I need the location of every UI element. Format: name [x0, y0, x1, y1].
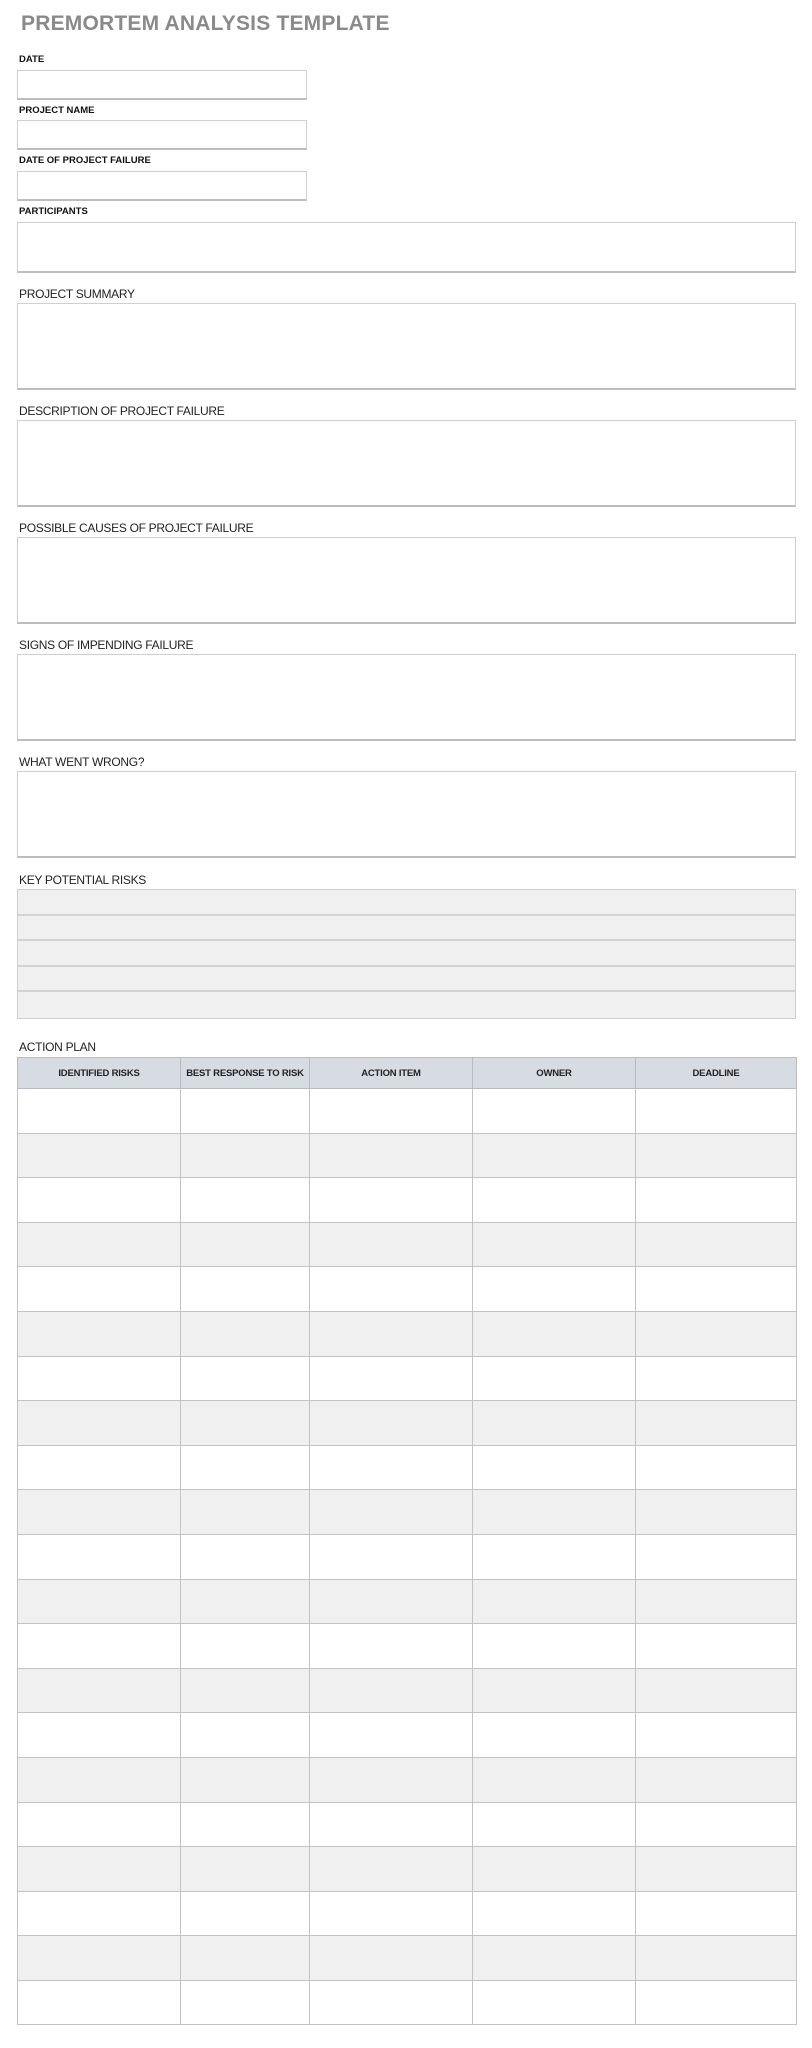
table-row [18, 1178, 797, 1223]
table-cell[interactable] [18, 1267, 181, 1312]
table-cell[interactable] [18, 1311, 181, 1356]
date-of-failure-field[interactable] [17, 171, 307, 201]
table-cell[interactable] [636, 1178, 797, 1223]
table-row [18, 1267, 797, 1312]
table-cell[interactable] [473, 1624, 636, 1669]
table-cell[interactable] [181, 1534, 310, 1579]
table-cell[interactable] [636, 1267, 797, 1312]
table-cell[interactable] [636, 1713, 797, 1758]
table-cell[interactable] [473, 1089, 636, 1134]
description-label: DESCRIPTION OF PROJECT FAILURE [19, 404, 225, 418]
table-cell[interactable] [310, 1668, 473, 1713]
table-row [18, 1133, 797, 1178]
table-cell[interactable] [181, 1668, 310, 1713]
table-cell[interactable] [473, 1757, 636, 1802]
table-row [18, 1802, 797, 1847]
table-cell[interactable] [636, 1401, 797, 1446]
key-risks-list [17, 889, 796, 1019]
table-cell[interactable] [181, 1401, 310, 1446]
table-cell[interactable] [473, 1713, 636, 1758]
table-cell[interactable] [18, 1713, 181, 1758]
key-risk-row[interactable] [18, 967, 795, 993]
table-cell[interactable] [181, 1356, 310, 1401]
table-row [18, 1311, 797, 1356]
table-cell[interactable] [473, 1891, 636, 1936]
table-row [18, 1534, 797, 1579]
table-cell[interactable] [181, 1311, 310, 1356]
table-cell[interactable] [18, 1891, 181, 1936]
key-risk-row[interactable] [18, 890, 795, 916]
table-cell[interactable] [473, 1133, 636, 1178]
table-row [18, 1401, 797, 1446]
participants-field[interactable] [17, 222, 796, 273]
table-cell[interactable] [310, 1847, 473, 1892]
table-cell[interactable] [636, 1980, 797, 2025]
date-field[interactable] [17, 70, 307, 100]
col-action-item: ACTION ITEM [310, 1058, 473, 1089]
table-cell[interactable] [473, 1445, 636, 1490]
table-row [18, 1445, 797, 1490]
project-summary-label: PROJECT SUMMARY [19, 287, 135, 301]
table-row [18, 1847, 797, 1892]
table-header-row [18, 1058, 797, 1089]
table-cell[interactable] [473, 1668, 636, 1713]
table-cell[interactable] [18, 1668, 181, 1713]
table-row [18, 1089, 797, 1134]
table-cell[interactable] [473, 1490, 636, 1535]
table-cell[interactable] [181, 1980, 310, 2025]
table-cell[interactable] [181, 1579, 310, 1624]
table-cell[interactable] [636, 1490, 797, 1535]
table-cell[interactable] [310, 1802, 473, 1847]
project-name-field[interactable] [17, 120, 307, 150]
table-cell[interactable] [181, 1757, 310, 1802]
table-cell[interactable] [636, 1936, 797, 1981]
table-cell[interactable] [636, 1089, 797, 1134]
table-cell[interactable] [310, 1891, 473, 1936]
table-cell[interactable] [181, 1445, 310, 1490]
table-cell[interactable] [473, 1936, 636, 1981]
col-owner: OWNER [473, 1058, 636, 1089]
table-cell[interactable] [18, 1222, 181, 1267]
table-row [18, 1891, 797, 1936]
table-cell[interactable] [181, 1936, 310, 1981]
table-cell[interactable] [473, 1267, 636, 1312]
table-cell[interactable] [181, 1847, 310, 1892]
col-deadline: DEADLINE [636, 1058, 797, 1089]
table-cell[interactable] [310, 1089, 473, 1134]
table-cell[interactable] [181, 1891, 310, 1936]
table-cell[interactable] [473, 1178, 636, 1223]
table-cell[interactable] [310, 1178, 473, 1223]
table-row [18, 1356, 797, 1401]
table-cell[interactable] [473, 1579, 636, 1624]
table-cell[interactable] [636, 1668, 797, 1713]
table-cell[interactable] [310, 1490, 473, 1535]
table-row [18, 1668, 797, 1713]
table-row [18, 1579, 797, 1624]
project-name-label: PROJECT NAME [19, 105, 95, 116]
table-row [18, 1936, 797, 1981]
description-field[interactable] [17, 420, 796, 507]
table-cell[interactable] [636, 1802, 797, 1847]
table-cell[interactable] [181, 1802, 310, 1847]
table-cell[interactable] [18, 1534, 181, 1579]
table-cell[interactable] [310, 1222, 473, 1267]
table-cell[interactable] [636, 1222, 797, 1267]
table-cell[interactable] [310, 1267, 473, 1312]
table-cell[interactable] [18, 1401, 181, 1446]
table-row [18, 1222, 797, 1267]
table-cell[interactable] [18, 1936, 181, 1981]
table-row [18, 1980, 797, 2025]
table-cell[interactable] [636, 1356, 797, 1401]
table-cell[interactable] [473, 1222, 636, 1267]
table-cell[interactable] [181, 1089, 310, 1134]
action-plan-body [18, 1089, 797, 2025]
table-cell[interactable] [636, 1579, 797, 1624]
table-cell[interactable] [310, 1133, 473, 1178]
table-cell[interactable] [636, 1891, 797, 1936]
table-cell[interactable] [181, 1490, 310, 1535]
key-risk-row[interactable] [18, 992, 795, 1018]
table-cell[interactable] [473, 1802, 636, 1847]
table-cell[interactable] [18, 1445, 181, 1490]
table-row [18, 1490, 797, 1535]
what-went-wrong-label: WHAT WENT WRONG? [19, 755, 145, 769]
table-cell[interactable] [18, 1490, 181, 1535]
table-cell[interactable] [181, 1178, 310, 1223]
table-cell[interactable] [18, 1624, 181, 1669]
col-identified-risks: IDENTIFIED RISKS [18, 1058, 181, 1089]
table-cell[interactable] [310, 1936, 473, 1981]
table-cell[interactable] [181, 1624, 310, 1669]
table-cell[interactable] [636, 1445, 797, 1490]
table-cell[interactable] [18, 1579, 181, 1624]
project-summary-field[interactable] [17, 303, 796, 390]
what-went-wrong-field[interactable] [17, 771, 796, 858]
table-cell[interactable] [18, 1356, 181, 1401]
table-cell[interactable] [310, 1757, 473, 1802]
table-cell[interactable] [18, 1847, 181, 1892]
table-row [18, 1757, 797, 1802]
date-label: DATE [19, 54, 45, 65]
table-cell[interactable] [473, 1311, 636, 1356]
table-row [18, 1713, 797, 1758]
table-cell[interactable] [473, 1356, 636, 1401]
table-cell[interactable] [18, 1980, 181, 2025]
table-cell[interactable] [18, 1089, 181, 1134]
participants-label: PARTICIPANTS [19, 206, 88, 217]
table-cell[interactable] [310, 1980, 473, 2025]
table-cell[interactable] [310, 1624, 473, 1669]
table-cell[interactable] [310, 1311, 473, 1356]
table-cell[interactable] [310, 1534, 473, 1579]
table-cell[interactable] [18, 1133, 181, 1178]
table-cell[interactable] [636, 1133, 797, 1178]
page-title: PREMORTEM ANALYSIS TEMPLATE [21, 12, 390, 35]
table-cell[interactable] [181, 1133, 310, 1178]
col-best-response: BEST RESPONSE TO RISK [181, 1058, 310, 1089]
table-cell[interactable] [636, 1757, 797, 1802]
table-cell[interactable] [636, 1847, 797, 1892]
key-risk-row[interactable] [18, 916, 795, 942]
table-cell[interactable] [18, 1802, 181, 1847]
action-plan-table [17, 1057, 797, 2025]
table-cell[interactable] [310, 1445, 473, 1490]
table-cell[interactable] [310, 1401, 473, 1446]
possible-causes-label: POSSIBLE CAUSES OF PROJECT FAILURE [19, 521, 254, 535]
table-cell[interactable] [473, 1980, 636, 2025]
table-cell[interactable] [473, 1847, 636, 1892]
table-cell[interactable] [636, 1534, 797, 1579]
table-cell[interactable] [310, 1713, 473, 1758]
table-cell[interactable] [181, 1222, 310, 1267]
table-cell[interactable] [310, 1356, 473, 1401]
table-cell[interactable] [181, 1267, 310, 1312]
key-risk-row[interactable] [18, 941, 795, 967]
table-cell[interactable] [18, 1757, 181, 1802]
table-cell[interactable] [310, 1579, 473, 1624]
signs-field[interactable] [17, 654, 796, 741]
possible-causes-field[interactable] [17, 537, 796, 624]
action-plan-label: ACTION PLAN [19, 1040, 96, 1054]
table-cell[interactable] [473, 1401, 636, 1446]
date-of-failure-label: DATE OF PROJECT FAILURE [19, 155, 151, 166]
table-cell[interactable] [181, 1713, 310, 1758]
table-cell[interactable] [636, 1624, 797, 1669]
table-row [18, 1624, 797, 1669]
table-cell[interactable] [18, 1178, 181, 1223]
signs-label: SIGNS OF IMPENDING FAILURE [19, 638, 194, 652]
key-risks-label: KEY POTENTIAL RISKS [19, 873, 147, 887]
table-cell[interactable] [636, 1311, 797, 1356]
table-cell[interactable] [473, 1534, 636, 1579]
